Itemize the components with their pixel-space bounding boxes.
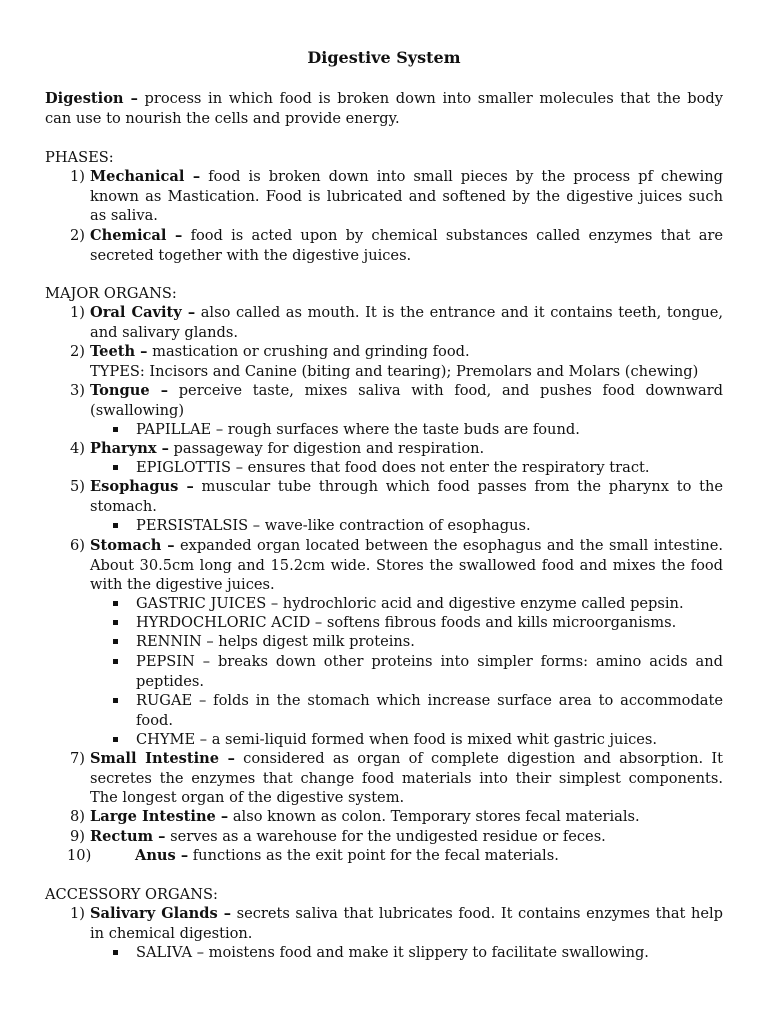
item-number: 9) <box>70 828 85 845</box>
item-text <box>90 381 723 420</box>
bullet-mark <box>113 737 118 742</box>
section-heading-phases: PHASES: <box>45 149 114 166</box>
item-number: 5) <box>70 478 85 495</box>
bullet-text: EPIGLOTTIS – ensures that food does not enter the respiratory tract. <box>136 459 650 476</box>
bullet-mark <box>113 639 118 644</box>
bullet-mark <box>113 620 118 625</box>
item-term: Small Intestine – <box>90 750 235 767</box>
bullet-text: PEPSIN – breaks down other proteins into simpler forms: amino acids and peptides. <box>136 653 723 690</box>
item-text <box>135 846 723 866</box>
item-number: 7) <box>70 750 85 767</box>
item-text <box>90 167 723 226</box>
bullet-mark <box>113 427 118 432</box>
item-term: Pharynx – <box>90 440 169 457</box>
item-desc: considered as organ of complete digestion and absorption. It secretes the enzymes that change food materials into their simplest components. The longest organ of the digestive system. <box>90 750 723 806</box>
item-text <box>90 536 723 595</box>
item-text <box>90 226 723 265</box>
item-term: Tongue – <box>90 382 169 399</box>
item-number: 2) <box>70 227 85 244</box>
bullet-mark <box>113 950 118 955</box>
item-term: Anus – <box>135 847 189 864</box>
item-desc: perceive taste, mixes saliva with food, and pushes food downward (swallowing) <box>90 382 723 419</box>
item-text <box>90 807 723 827</box>
item-desc: food is broken down into small pieces by the process pf chewing known as Mastication. Food is lubricated and softened by the digestive juices such as saliva. <box>90 168 724 224</box>
item-number: 10) <box>67 847 92 864</box>
item-text <box>90 342 723 381</box>
bullet-text: CHYME – a semi-liquid formed when food is mixed whit gastric juices. <box>136 731 658 748</box>
item-text <box>90 749 723 808</box>
item-term: Large Intestine – <box>90 808 229 825</box>
page-title: Digestive System <box>307 48 461 67</box>
item-term: Teeth – <box>90 343 148 360</box>
item-term: Mechanical – <box>90 168 201 185</box>
intro-text: process in which food is broken down into smaller molecules that the body can use to nourish the cells and provide energy. <box>45 90 723 127</box>
section-heading-accessory-organs: ACCESSORY ORGANS: <box>45 886 218 903</box>
item-term: Rectum – <box>90 828 166 845</box>
section-heading-major-organs: MAJOR ORGANS: <box>45 285 177 302</box>
item-text <box>90 477 723 516</box>
item-desc: passageway for digestion and respiration. <box>173 440 485 457</box>
bullet-mark <box>113 465 118 470</box>
bullet-text: RUGAE – folds in the stomach which increase surface area to accommodate food. <box>136 692 723 729</box>
item-number: 1) <box>70 304 85 321</box>
item-number: 6) <box>70 537 85 554</box>
bullet-text: RENNIN – helps digest milk proteins. <box>136 633 415 650</box>
item-desc: mastication or crushing and grinding food. <box>152 343 470 360</box>
item-term: Stomach – <box>90 537 175 554</box>
item-number: 2) <box>70 343 85 360</box>
bullet-text: GASTRIC JUICES – hydrochloric acid and digestive enzyme called pepsin. <box>136 595 684 612</box>
item-desc: secrets saliva that lubricates food. It contains enzymes that help in chemical digestion. <box>90 905 724 942</box>
bullet-text: HYRDOCHLORIC ACID – softens fibrous foods and kills microorganisms. <box>136 614 677 631</box>
item-text <box>90 904 723 943</box>
item-number: 4) <box>70 440 85 457</box>
item-text <box>90 439 723 459</box>
bullet-text: PAPILLAE – rough surfaces where the taste buds are found. <box>136 421 580 438</box>
intro-paragraph <box>45 89 723 128</box>
item-desc: functions as the exit point for the fecal materials. <box>192 847 559 864</box>
item-term: Oral Cavity – <box>90 304 196 321</box>
bullet-text: PERSISTALSIS – wave-like contraction of esophagus. <box>136 517 531 534</box>
item-term: Esophagus – <box>90 478 194 495</box>
item-text <box>90 303 723 342</box>
item-desc: muscular tube through which food passes from the pharynx to the stomach. <box>90 478 724 515</box>
item-term: Salivary Glands – <box>90 905 231 922</box>
bullet-mark <box>113 698 118 703</box>
item-number: 1) <box>70 905 85 922</box>
bullet-text: SALIVA – moistens food and make it slippery to facilitate swallowing. <box>136 944 649 961</box>
item-desc: also known as colon. Temporary stores fecal materials. <box>232 808 640 825</box>
item-desc: serves as a warehouse for the undigested residue or feces. <box>170 828 606 845</box>
item-number: 3) <box>70 382 85 399</box>
item-term: Chemical – <box>90 227 183 244</box>
item-number: 8) <box>70 808 85 825</box>
item-extra: TYPES: Incisors and Canine (biting and tearing); Premolars and Molars (chewing) <box>90 362 699 380</box>
bullet-mark <box>113 523 118 528</box>
item-text <box>90 827 723 847</box>
bullet-mark <box>113 659 118 664</box>
item-desc: expanded organ located between the esophagus and the small intestine. About 30.5cm long and 15.2cm wide. Stores the swallowed food and mixes the food with the digestive juices. <box>90 537 723 593</box>
item-desc: also called as mouth. It is the entrance and it contains teeth, tongue, and salivary glands. <box>90 304 723 341</box>
item-desc: food is acted upon by chemical substances called enzymes that are secreted together with the digestive juices. <box>90 227 724 264</box>
intro-term: Digestion – <box>45 90 138 107</box>
bullet-mark <box>113 601 118 606</box>
item-number: 1) <box>70 168 85 185</box>
